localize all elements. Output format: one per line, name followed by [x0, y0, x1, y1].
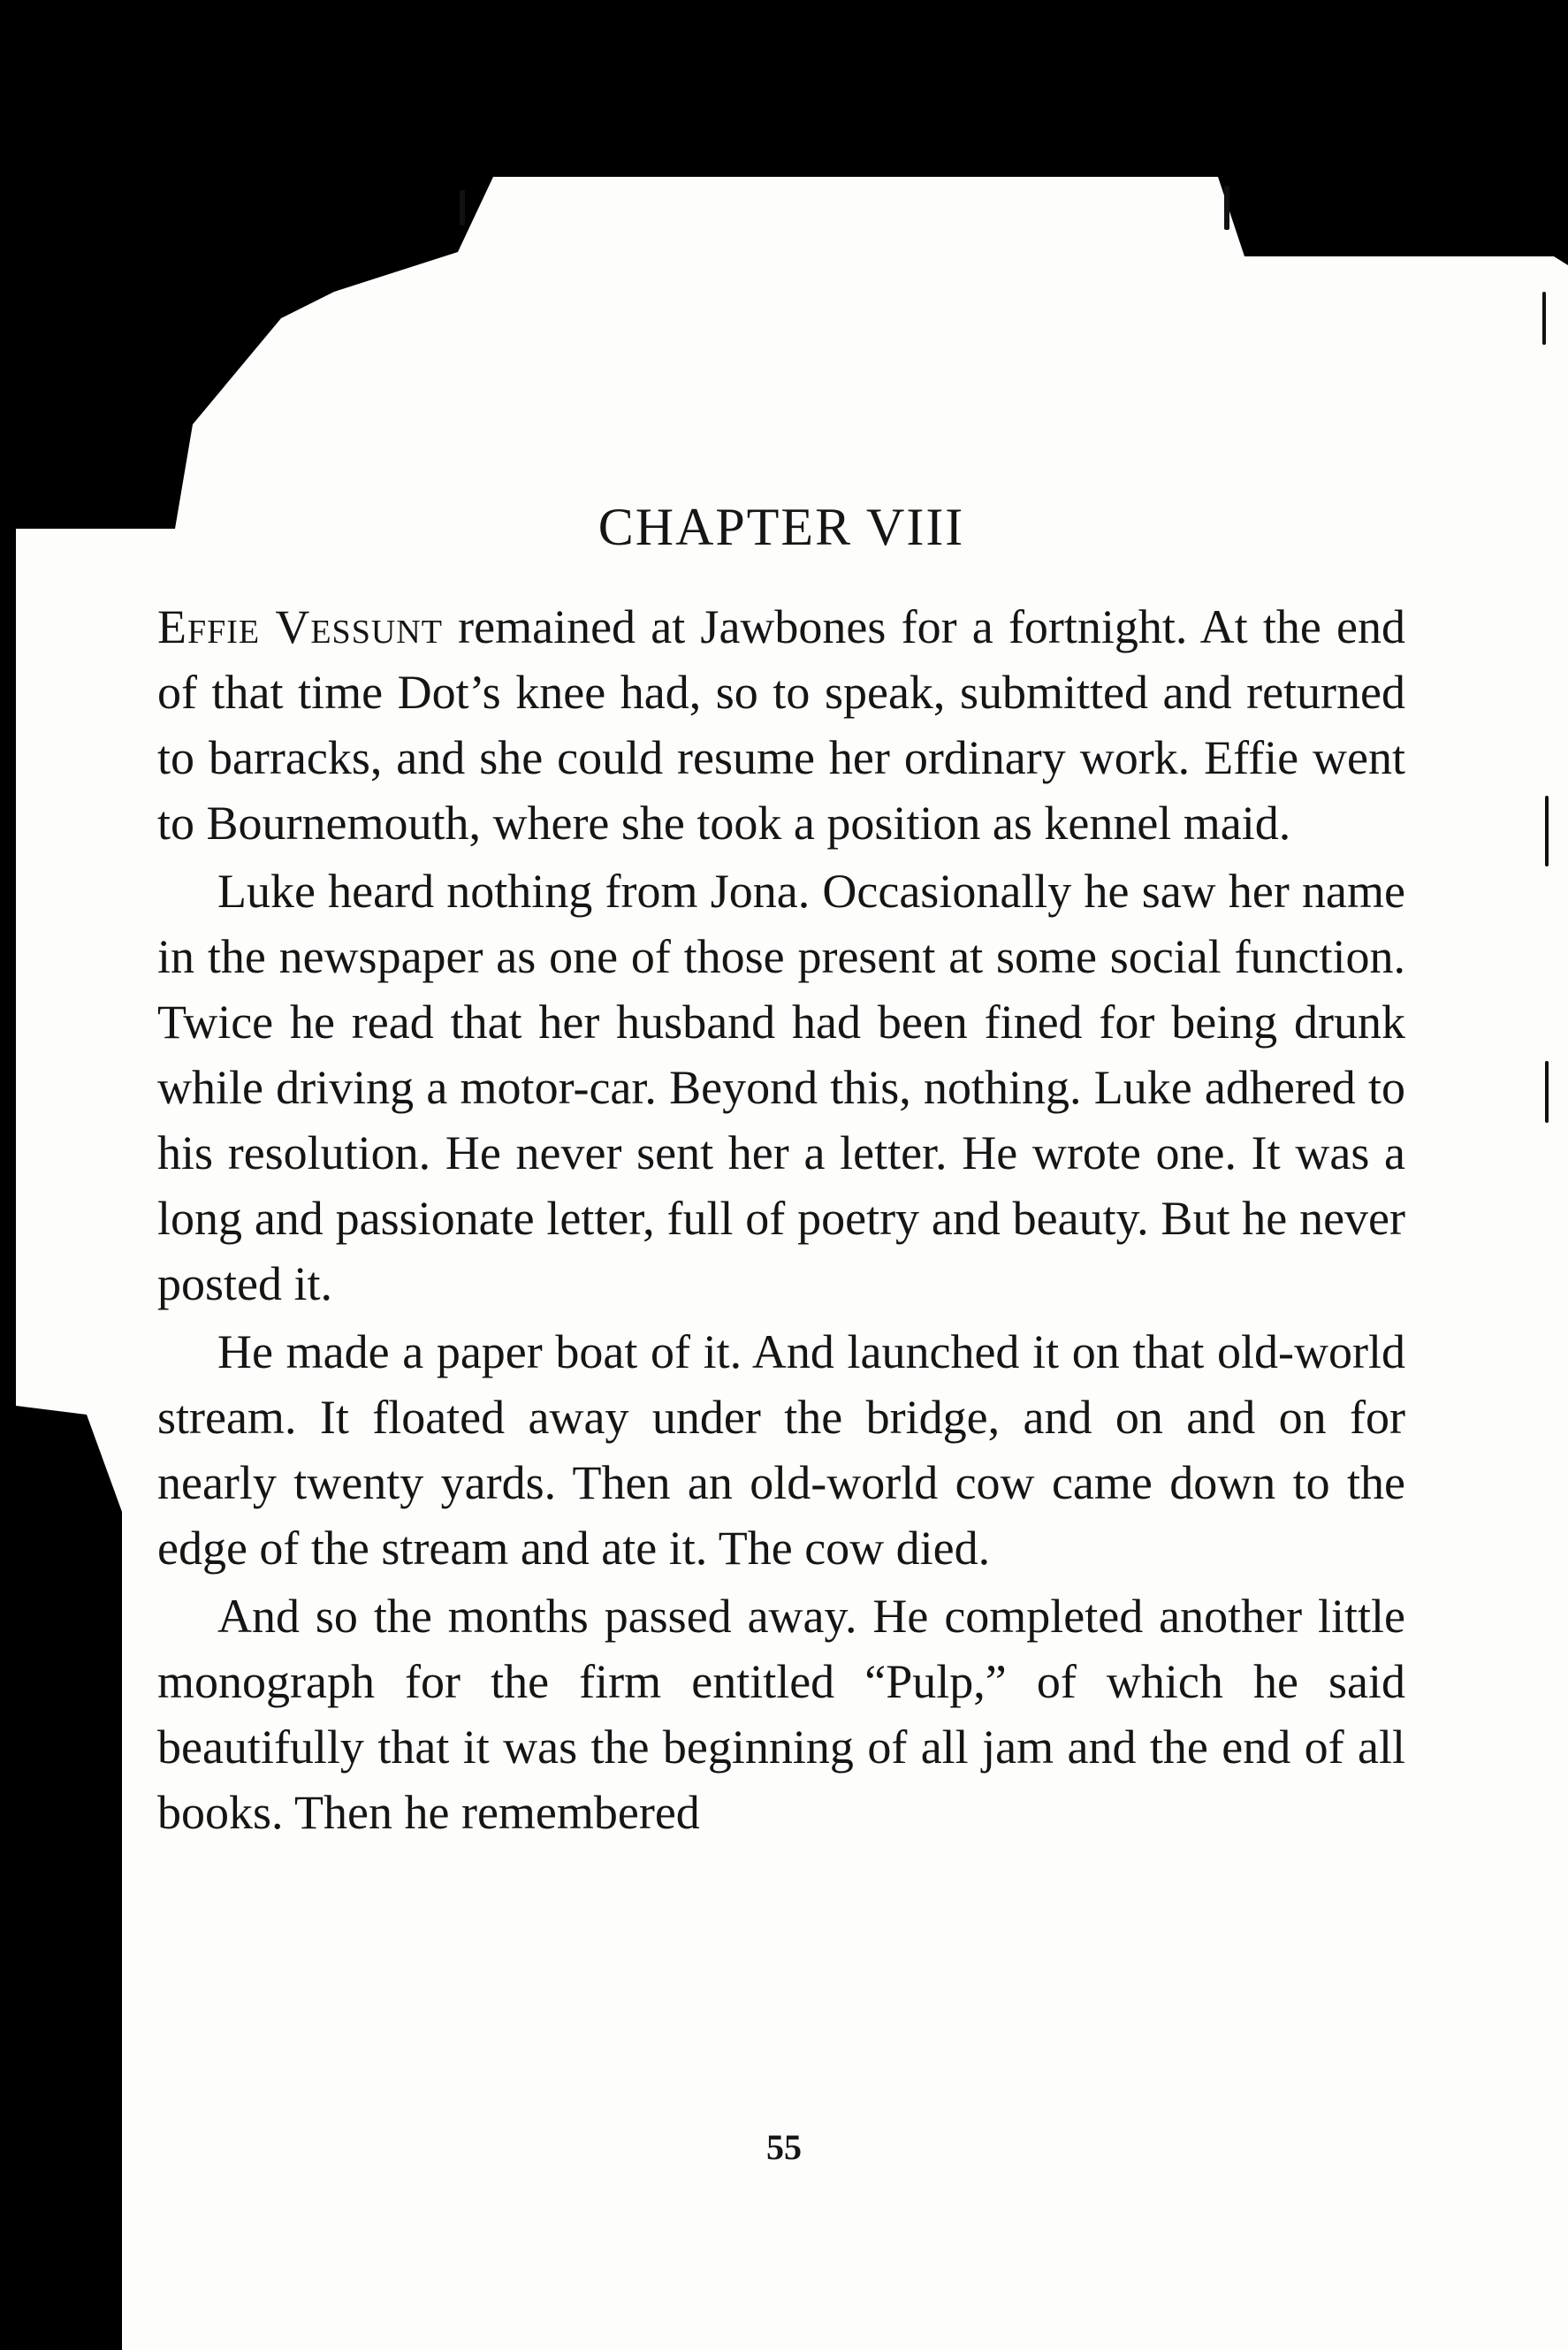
scan-speck: [1545, 1061, 1549, 1123]
page-number: 55: [766, 2127, 802, 2167]
scan-speck: [460, 190, 465, 225]
paragraph-3: He made a paper boat of it. And launched it on that old-world stream. It floated away under the bridge, and on and on for nearly twenty yards. Then an old-world cow came down to the edge of the stream and ate it. The cow died.: [157, 1325, 1405, 1575]
paragraph-4: And so the months passed away. He completed another little monograph for the firm entitled “Pulp,” of which he said beautifully that it was the beginning of all jam and the end of all books. Then he remembered: [157, 1590, 1405, 1839]
scan-speck: [1224, 186, 1229, 230]
chapter-heading: CHAPTER VIII: [598, 498, 965, 556]
paragraph-2: Luke heard nothing from Jona. Occasionally he saw her name in the newspaper as one of those present at some social function. Twice he read that her husband had been fined for being drunk while driving a motor-car. Beyond this, nothing. Luke adhered to his resolution. He never sent her a letter. He wrote one. It was a long and passionate letter, full of poetry and beauty. But he never posted it.: [157, 865, 1405, 1310]
scan-speck: [1545, 796, 1549, 866]
page-text: [157, 495, 1405, 1848]
scan-speck: [1542, 292, 1546, 345]
paragraph-lead: Effie Vessunt: [157, 600, 443, 653]
paragraph-text: remained at Jawbones for a fortnight. At the end of that time Dot’s knee had, so to speak, submitted and returned to barracks, and she could resume her ordinary work. Effie went to Bournemouth, where she took a position as kennel maid.: [157, 600, 1405, 850]
paragraph-1: [157, 594, 1405, 856]
